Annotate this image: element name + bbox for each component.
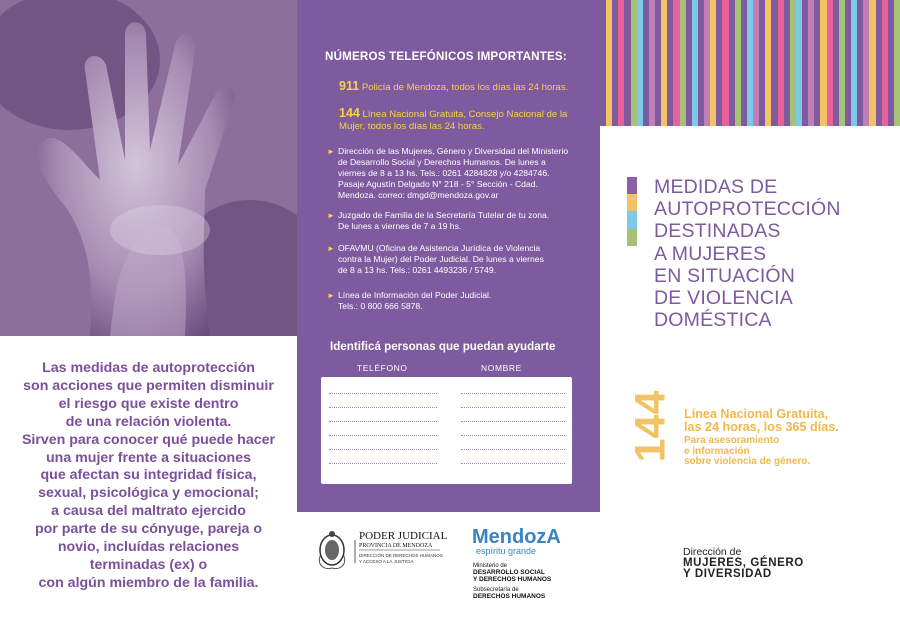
name-entry-line[interactable] bbox=[461, 435, 565, 436]
description-line: por parte de su cónyuge, pareja o bbox=[34, 521, 263, 538]
stripe bbox=[894, 0, 900, 126]
title-line: MEDIDAS DE bbox=[654, 176, 778, 198]
name-entry-line[interactable] bbox=[461, 393, 565, 394]
name-entry-line[interactable] bbox=[461, 449, 565, 450]
pj-sub: PROVINCIA DE MENDOZA bbox=[359, 543, 433, 549]
description-line: sexual, psicológica y emocional; bbox=[38, 485, 259, 502]
description-line: el riesgo que existe dentro bbox=[58, 395, 239, 412]
title-line: DESTINADAS bbox=[654, 220, 781, 243]
poder-judicial-logo bbox=[315, 526, 455, 586]
mza-tag: espíritu grande bbox=[476, 546, 537, 556]
arrow-icon: ► bbox=[327, 244, 335, 253]
color-square bbox=[627, 194, 637, 211]
dir-title: MUJERES, GÉNERO bbox=[683, 557, 804, 569]
bullet-text: Juzgado de Familia de la Secretaría Tutelar de tu zona. De lunes a viernes de 7 a 19 hs. bbox=[338, 210, 550, 231]
contact-bullet bbox=[327, 243, 589, 276]
dir-title: Y DIVERSIDAD bbox=[683, 568, 772, 580]
mendoza-brand bbox=[468, 521, 593, 611]
phone-numbers-title: NÚMEROS TELEFÓNICOS IMPORTANTES: bbox=[325, 50, 567, 63]
color-squares bbox=[627, 177, 637, 246]
description-line: Las medidas de autoprotección bbox=[42, 360, 255, 376]
hotline-number: 911 bbox=[339, 79, 360, 93]
title-line: EN SITUACIÓN bbox=[654, 264, 796, 287]
phone-entry-line[interactable] bbox=[329, 421, 437, 422]
hotline-911 bbox=[339, 80, 568, 94]
hotline-text: Mujer, todos los días las 24 horas. bbox=[339, 121, 485, 132]
contact-bullet bbox=[327, 210, 589, 232]
phone-numbers-panel bbox=[297, 0, 600, 512]
name-entry-line[interactable] bbox=[461, 421, 565, 422]
description-line: terminadas (ex) o bbox=[89, 556, 208, 573]
phone-entry-line[interactable] bbox=[329, 407, 437, 408]
left-panel bbox=[0, 0, 297, 633]
column-phone: TELÉFONO bbox=[357, 363, 408, 373]
title-line: DE VIOLENCIA bbox=[654, 287, 793, 310]
hotline-line: Línea Nacional Gratuita, bbox=[684, 407, 829, 421]
bullet-text: Línea de Información del Poder Judicial. Tels.: 0 800 666 5878. bbox=[338, 290, 492, 311]
mza-name: MendozA bbox=[472, 526, 561, 548]
name-entry-line[interactable] bbox=[461, 463, 565, 464]
color-square bbox=[627, 177, 637, 194]
mza-min: Y DERECHOS HUMANOS bbox=[473, 576, 552, 583]
brochure-title bbox=[654, 176, 884, 331]
hand-illustration bbox=[0, 0, 297, 336]
name-entry-line[interactable] bbox=[461, 407, 565, 408]
bullet-text: OFAVMU (Oficina de Asistencia Jurídica de Violencia contra la Mujer) del Poder Judicial. De lunes a viernes de 8 a 13 hs. Tels.: 0261 4493236 / 5749. bbox=[338, 243, 544, 275]
pj-title: PODER JUDICIAL bbox=[359, 530, 448, 542]
mza-sub: DERECHOS HUMANOS bbox=[473, 593, 546, 600]
column-name: NOMBRE bbox=[481, 363, 522, 373]
bullet-text: Dirección de las Mujeres, Género y Diversidad del Ministerio de Desarrollo Social y Derechos Humanos. De lunes a viernes de 8 a 13 hs. Tels.: 0261 4284828 y/o 4284746. Pasaje Agustín Delgado N° 218 - 5° Sección - Cdad. Mendoza. correo: dmgd@mendoza.gov.ar bbox=[338, 146, 569, 200]
description-line: de una relación violenta. bbox=[65, 413, 232, 430]
phone-entry-line[interactable] bbox=[329, 449, 437, 450]
mendoza-logo bbox=[468, 521, 593, 611]
direccion-logo bbox=[683, 547, 804, 580]
description-line: una mujer frente a situaciones bbox=[46, 449, 251, 466]
hotline-details bbox=[684, 436, 810, 468]
contacts-table bbox=[321, 377, 572, 484]
hotline-line: las 24 horas, los 365 días. bbox=[684, 420, 839, 434]
description-line: Sirven para conocer qué puede hacer bbox=[21, 431, 276, 448]
identify-title: Identificá personas que puedan ayudarte bbox=[330, 340, 556, 353]
hotline-detail: sobre violencia de género. bbox=[684, 456, 811, 467]
hotline-144-big: 144 bbox=[626, 390, 675, 463]
color-stripes bbox=[600, 0, 900, 126]
pj-dept: Y ACCESO A LA JUSTICIA bbox=[359, 559, 414, 564]
phone-entry-line[interactable] bbox=[329, 393, 437, 394]
title-line: DOMÉSTICA bbox=[654, 309, 772, 332]
hotline-text: Policía de Mendoza, todos los días las 24 horas. bbox=[361, 82, 569, 93]
dir-pre: Dirección de bbox=[683, 546, 742, 558]
arrow-icon: ► bbox=[327, 291, 335, 300]
phone-entry-line[interactable] bbox=[329, 435, 437, 436]
hand-photo bbox=[0, 0, 297, 336]
hotline-text: Línea Nacional Gratuita, Consejo Nacional de la bbox=[362, 109, 568, 120]
mza-sub: Subsecretaría de bbox=[473, 587, 519, 593]
mza-min: Ministerio de bbox=[473, 563, 508, 569]
description-line: con algún miembro de la familia. bbox=[38, 574, 259, 591]
color-square bbox=[627, 211, 637, 228]
title-line: A MUJERES bbox=[654, 242, 767, 265]
description-line: que afectan su integridad física, bbox=[40, 467, 257, 484]
description-line: a causa del maltrato ejercido bbox=[51, 503, 246, 520]
contact-bullet bbox=[327, 290, 589, 312]
color-square bbox=[627, 229, 637, 246]
description-line: novio, incluídas relaciones bbox=[57, 539, 240, 556]
coat-of-arms-icon bbox=[315, 526, 455, 586]
mza-min: DESARROLLO SOCIAL bbox=[473, 569, 545, 576]
pj-dept: DIRECCIÓN DE DERECHOS HUMANOS bbox=[359, 553, 443, 558]
hotline-144 bbox=[339, 107, 567, 133]
hotline-detail: Para asesoramiento bbox=[684, 435, 780, 446]
hotline-number: 144 bbox=[339, 106, 360, 120]
description-line: son acciones que permiten disminuir bbox=[23, 377, 274, 394]
phone-entry-line[interactable] bbox=[329, 463, 437, 464]
arrow-icon: ► bbox=[327, 147, 335, 156]
arrow-icon: ► bbox=[327, 211, 335, 220]
hotline-detail: e información bbox=[684, 445, 750, 457]
title-line: AUTOPROTECCIÓN bbox=[654, 198, 841, 221]
description-text bbox=[10, 360, 287, 593]
contact-bullet bbox=[327, 146, 589, 201]
